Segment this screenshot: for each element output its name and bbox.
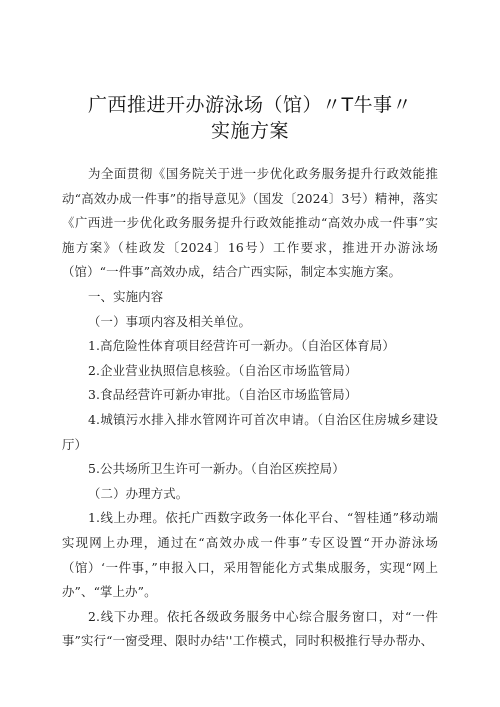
document-title-line2: 实施方案 [210,120,289,142]
subsection-heading-items: （一）事项内容及相关单位。 [88,313,252,329]
method-online-paragraph: 1.线上办理。依托广西数字政务一体化平台、“智桂通”移动端实现网上办理，通过在“高效办成一件事”专区设置“开办游泳场（馆）‘一件事，”申报入口，采用智能化方式集成服务，实现“网上办”、“掌上办”。 [62,510,438,600]
list-item: 4.城镇污水排入排水管网许可首次申请。（自治区住房城乡建设厅） [62,411,438,452]
list-item: 5.公共场所卫生许可一新办。（自治区疾控局） [88,461,345,477]
intro-paragraph: 为全面贯彻《国务院关于进一步优化政务服务提升行政效能推动“高效办成一件事”的指导意见》（国发〔2024〕3号）精神，落实《广西进一步优化政务服务提升行政效能推动“高效办成一件事”实施方案》（桂政发〔2024〕16号）工作要求，推进开办游泳场（馆）“一件事”高效办成，结合广西实际，制定本实施方案。 [62,166,438,280]
list-item: 3.食品经营许可新办审批。（自治区市场监管局） [88,387,358,403]
method-offline-paragraph: 2.线下办理。依托各级政务服务中心综合服务窗口，对“一件事”实行“一窗受理、限时办结''工作模式，同时积极推行导办帮办、 [62,608,438,649]
document-title-line1: 广西推进开办游泳场（馆）〃T牛事〃 [87,94,413,116]
list-item: 1.高危险性体育项目经营许可一新办。（自治区体育局） [88,338,395,354]
list-item: 2.企业营业执照信息核验。（自治区市场监管局） [88,362,358,378]
subsection-heading-methods: （二）办理方式。 [88,485,189,501]
section-heading-implementation: 一、实施内容 [88,288,164,304]
document-body [62,162,438,654]
